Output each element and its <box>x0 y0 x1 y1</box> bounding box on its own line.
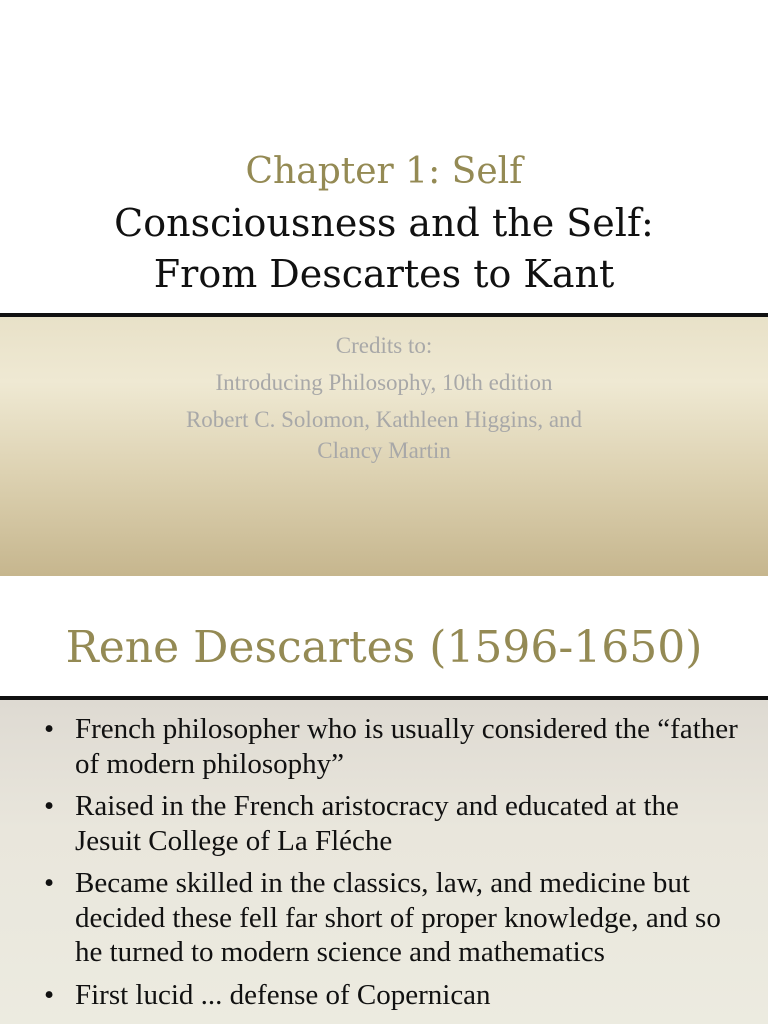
credits-authors-line-1: Robert C. Solomon, Kathleen Higgins, and <box>185 407 583 432</box>
bullet-text: First lucid ... defense of Copernican <box>75 978 491 1011</box>
title-line-2: From Descartes to Kant <box>153 252 615 296</box>
slide-title <box>0 198 768 300</box>
bullet-text: French philosopher who is usually considered the “father of modern philosophy” <box>75 713 738 780</box>
list-item <box>44 789 744 858</box>
bullet-text: Raised in the French aristocracy and educated at the Jesuit College of La Fléche <box>75 790 679 857</box>
bullet-icon: • <box>44 867 55 899</box>
bullet-list <box>44 712 744 1020</box>
list-item <box>44 978 744 1013</box>
bullet-icon: • <box>44 713 55 745</box>
bullet-text: Became skilled in the classics, law, and medicine but decided these fell far short of proper knowledge, and so he turned to modern science and mathematics <box>75 867 721 968</box>
slide2-heading: Rene Descartes (1596-1650) <box>65 622 703 673</box>
bullet-icon: • <box>44 978 55 1011</box>
chapter-title: Chapter 1: Self <box>245 151 523 192</box>
credits-book: Introducing Philosophy, 10th edition <box>215 370 553 395</box>
list-item <box>44 866 744 970</box>
credits-authors-line-2: Clancy Martin <box>317 438 451 463</box>
credits-label: Credits to: <box>335 333 433 358</box>
list-item <box>44 712 744 781</box>
bullet-icon: • <box>44 790 55 822</box>
title-line-1: Consciousness and the Self: <box>114 201 654 245</box>
